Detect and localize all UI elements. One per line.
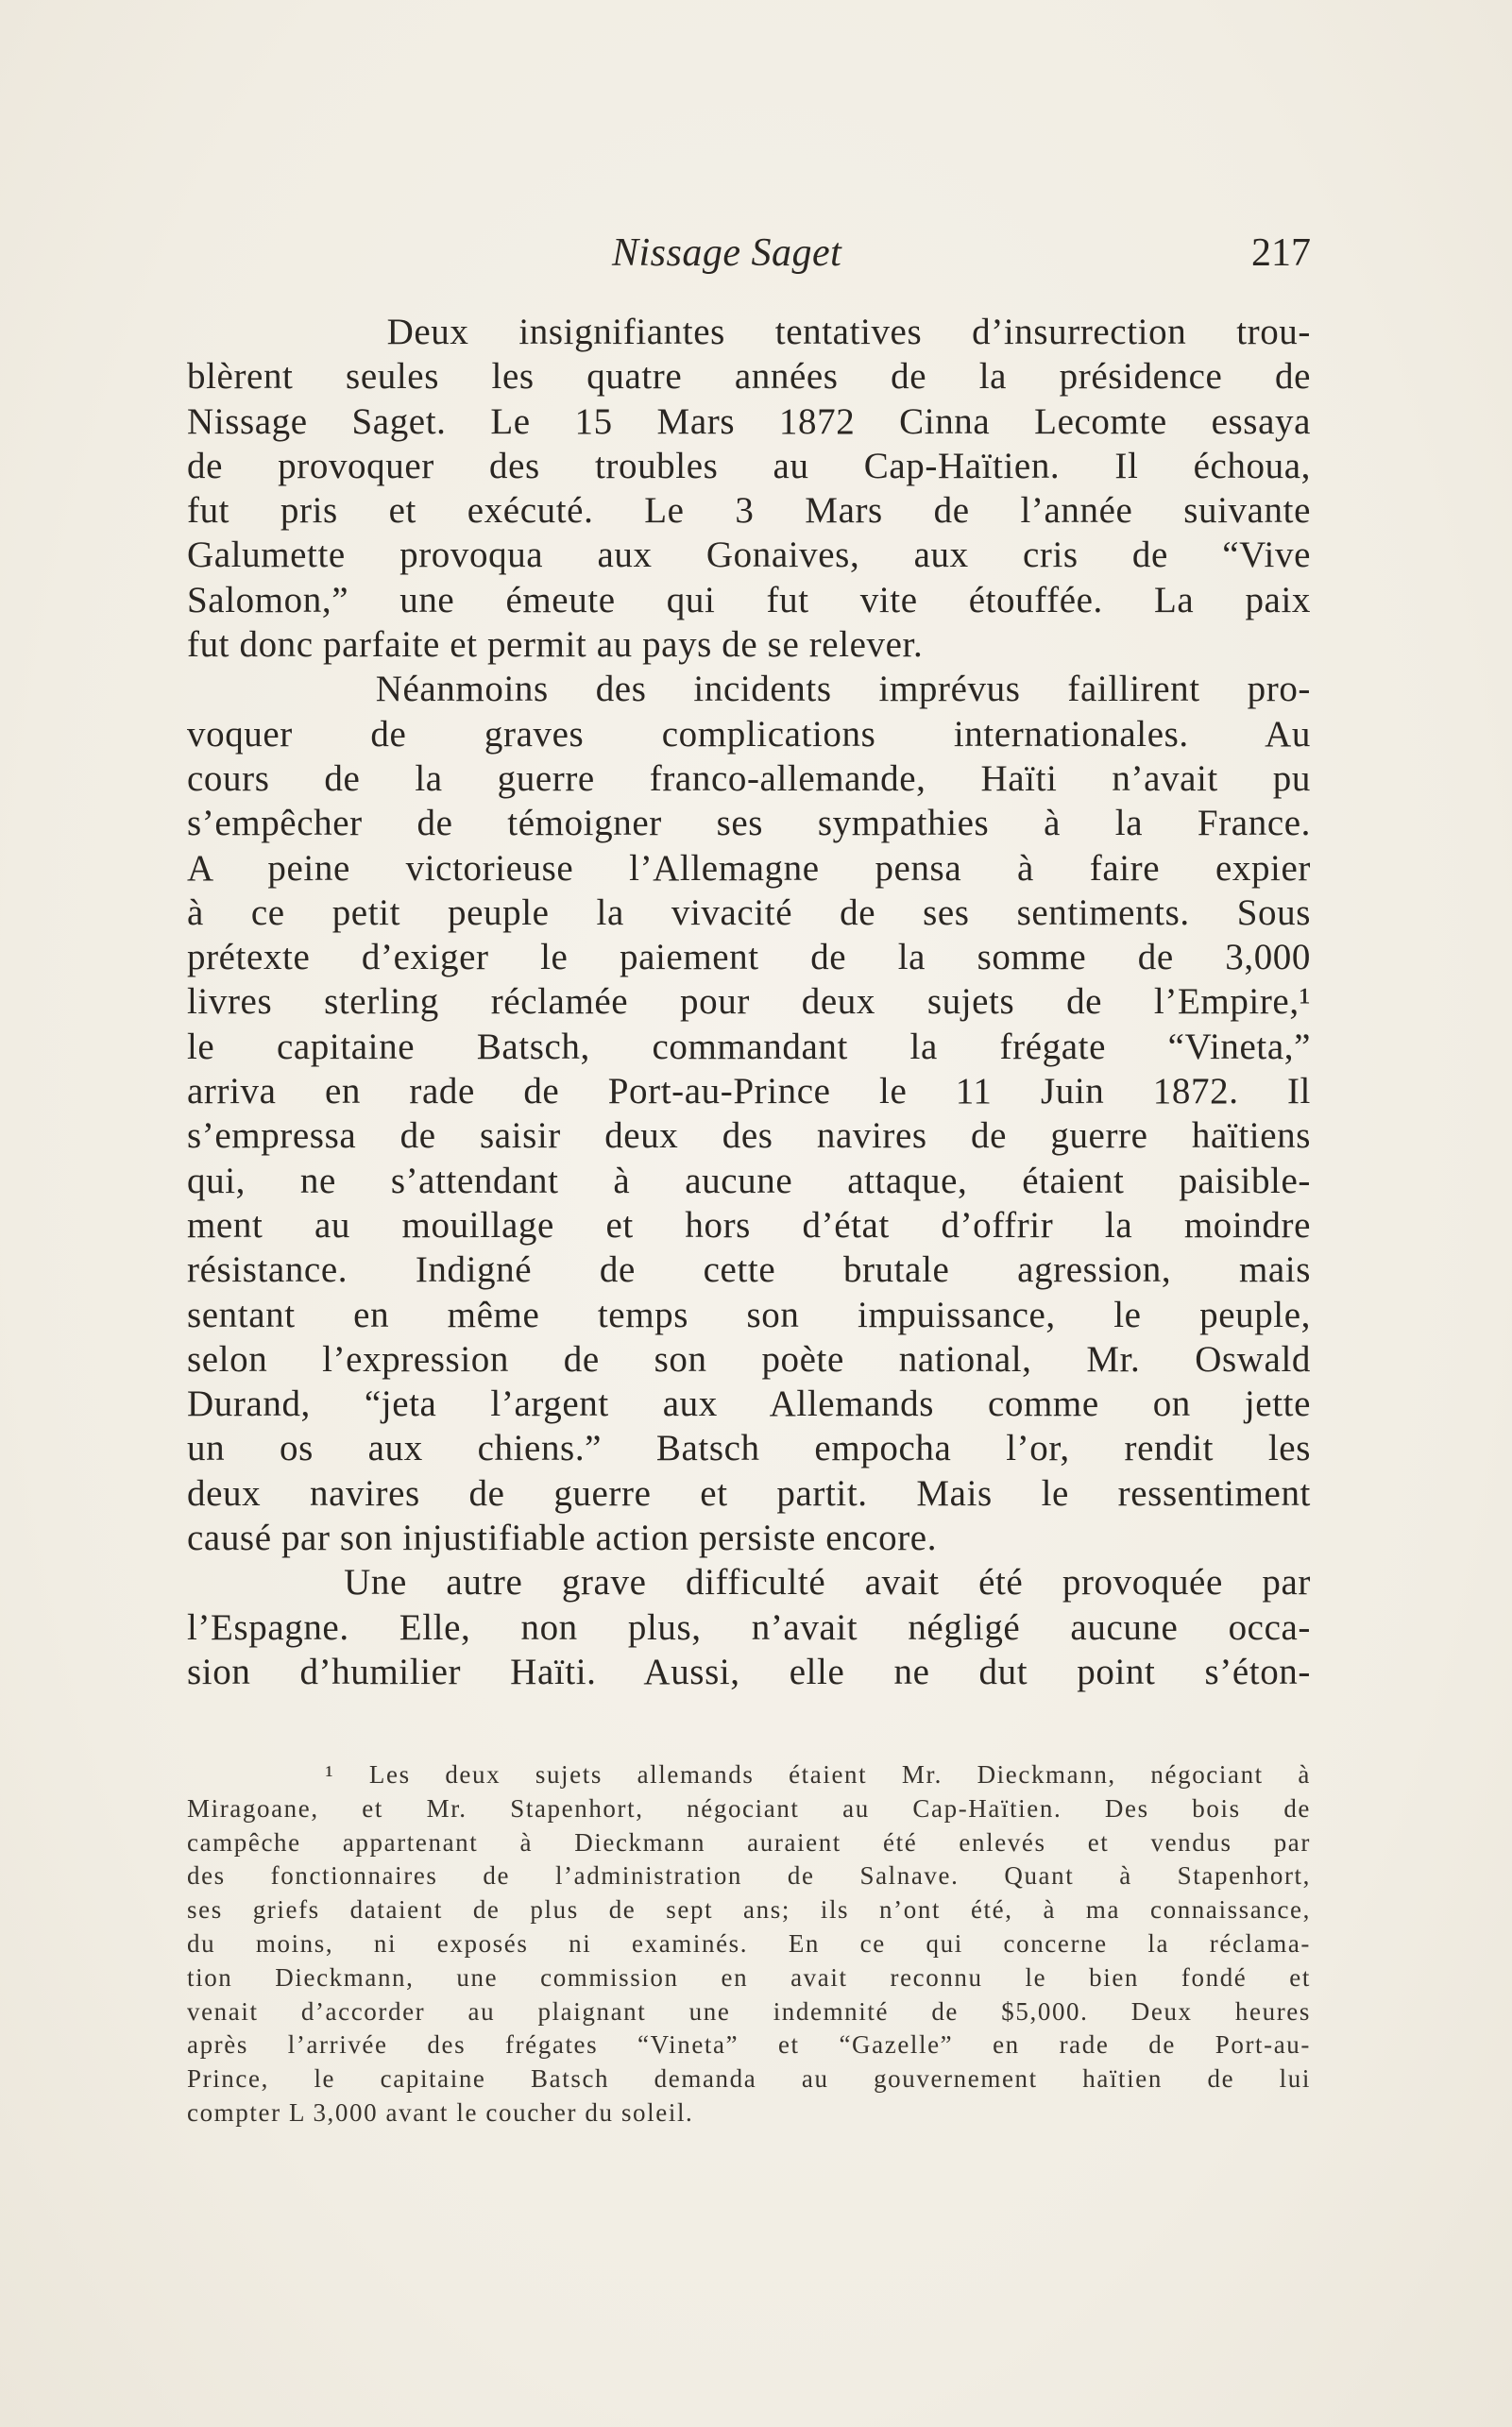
footnotes xyxy=(187,1758,1311,2130)
footnote-line: campêche appartenant à Dieckmann auraient été enlevés et vendus par xyxy=(187,1827,1311,1857)
text-line: Néanmoins des incidents imprévus faillirent pro- xyxy=(187,669,1311,710)
text-line: cours de la guerre franco-allemande, Haïti n’avait pu xyxy=(187,757,1311,799)
text-line: l’Espagne. Elle, non plus, n’avait négligé aucune occa- xyxy=(187,1606,1311,1648)
text-line: A peine victorieuse l’Allemagne pensa à faire expier xyxy=(187,847,1311,889)
footnote-line: tion Dieckmann, une commission en avait reconnu le bien fondé et xyxy=(187,1962,1311,1992)
text-line: arriva en rade de Port-au-Prince le 11 Juin 1872. Il xyxy=(187,1071,1311,1112)
text-line: fut donc parfaite et permit au pays de se relever. xyxy=(187,624,924,666)
text-line: deux navires de guerre et partit. Mais le ressentiment xyxy=(187,1472,1311,1514)
text-line: qui, ne s’attendant à aucune attaque, étaient paisible- xyxy=(187,1160,1311,1201)
text-line: un os aux chiens.” Batsch empocha l’or, rendit les xyxy=(187,1428,1311,1469)
footnote-line: après l’arrivée des frégates “Vineta” et “Gazelle” en rade de Port-au- xyxy=(187,2030,1311,2060)
text-line: s’empressa de saisir deux des navires de guerre haïtiens xyxy=(187,1115,1311,1157)
text-line: Salomon,” une émeute qui fut vite étouffée. La paix xyxy=(187,579,1311,620)
text-line: fut pris et exécuté. Le 3 Mars de l’année suivante xyxy=(187,490,1311,532)
page-header xyxy=(187,230,1311,287)
text-line: Deux insignifiantes tentatives d’insurrection trou- xyxy=(187,312,1311,352)
footnote-line: ¹ Les deux sujets allemands étaient Mr. Dieckmann, négociant à xyxy=(187,1760,1311,1789)
footnote-line: compter L 3,000 avant le coucher du soleil. xyxy=(187,2097,694,2127)
text-line: blèrent seules les quatre années de la présidence de xyxy=(187,356,1311,398)
text-line: sentant en même temps son impuissance, le peuple, xyxy=(187,1294,1311,1335)
text-line: causé par son injustifiable action persiste encore. xyxy=(187,1518,938,1559)
text-line: voquer de graves complications internationales. Au xyxy=(187,713,1311,755)
main-text xyxy=(187,310,1311,1694)
text-line: Galumette provoqua aux Gonaives, aux cris de “Vive xyxy=(187,535,1311,576)
text-line: ment au mouillage et hors d’état d’offrir la moindre xyxy=(187,1204,1311,1246)
text-line: s’empêcher de témoigner ses sympathies à la France. xyxy=(187,803,1311,844)
text-line: Une autre grave difficulté avait été provoquée par xyxy=(187,1562,1311,1604)
footnote-line: du moins, ni exposés ni examinés. En ce qui concerne la réclama- xyxy=(187,1928,1311,1958)
text-line: Nissage Saget. Le 15 Mars 1872 Cinna Lecomte essaya xyxy=(187,400,1311,442)
text-line: livres sterling réclamée pour deux sujets de l’Empire,¹ xyxy=(187,981,1311,1023)
footnote-line: ses griefs dataient de plus de sept ans; ils n’ont été, à ma connaissance, xyxy=(187,1895,1311,1925)
text-line: le capitaine Batsch, commandant la frégate “Vineta,” xyxy=(187,1026,1311,1067)
page-number: 217 xyxy=(1251,231,1311,275)
text-line: à ce petit peuple la vivacité de ses sentiments. Sous xyxy=(187,891,1311,933)
footnote-line: Prince, le capitaine Batsch demanda au gouvernement haïtien de lui xyxy=(187,2064,1311,2094)
text-line: prétexte d’exiger le paiement de la somme de 3,000 xyxy=(187,937,1311,978)
footnote-line: des fonctionnaires de l’administration de Salnave. Quant à Stapenhort, xyxy=(187,1861,1311,1891)
text-line: de provoquer des troubles au Cap-Haïtien. Il échoua, xyxy=(187,445,1311,486)
footnote-line: Miragoane, et Mr. Stapenhort, négociant au Cap-Haïtien. Des bois de xyxy=(187,1793,1311,1823)
text-line: résistance. Indigné de cette brutale agression, mais xyxy=(187,1249,1311,1291)
text-line: sion d’humilier Haïti. Aussi, elle ne dut point s’éton- xyxy=(187,1651,1311,1692)
text-line: Durand, “jeta l’argent aux Allemands comme on jette xyxy=(187,1383,1311,1425)
text-line: selon l’expression de son poète national, Mr. Oswald xyxy=(187,1338,1311,1380)
footnote-line: venait d’accorder au plaignant une indemnité de $5,000. Deux heures xyxy=(187,1996,1311,2026)
running-title: Nissage Saget xyxy=(612,231,842,275)
